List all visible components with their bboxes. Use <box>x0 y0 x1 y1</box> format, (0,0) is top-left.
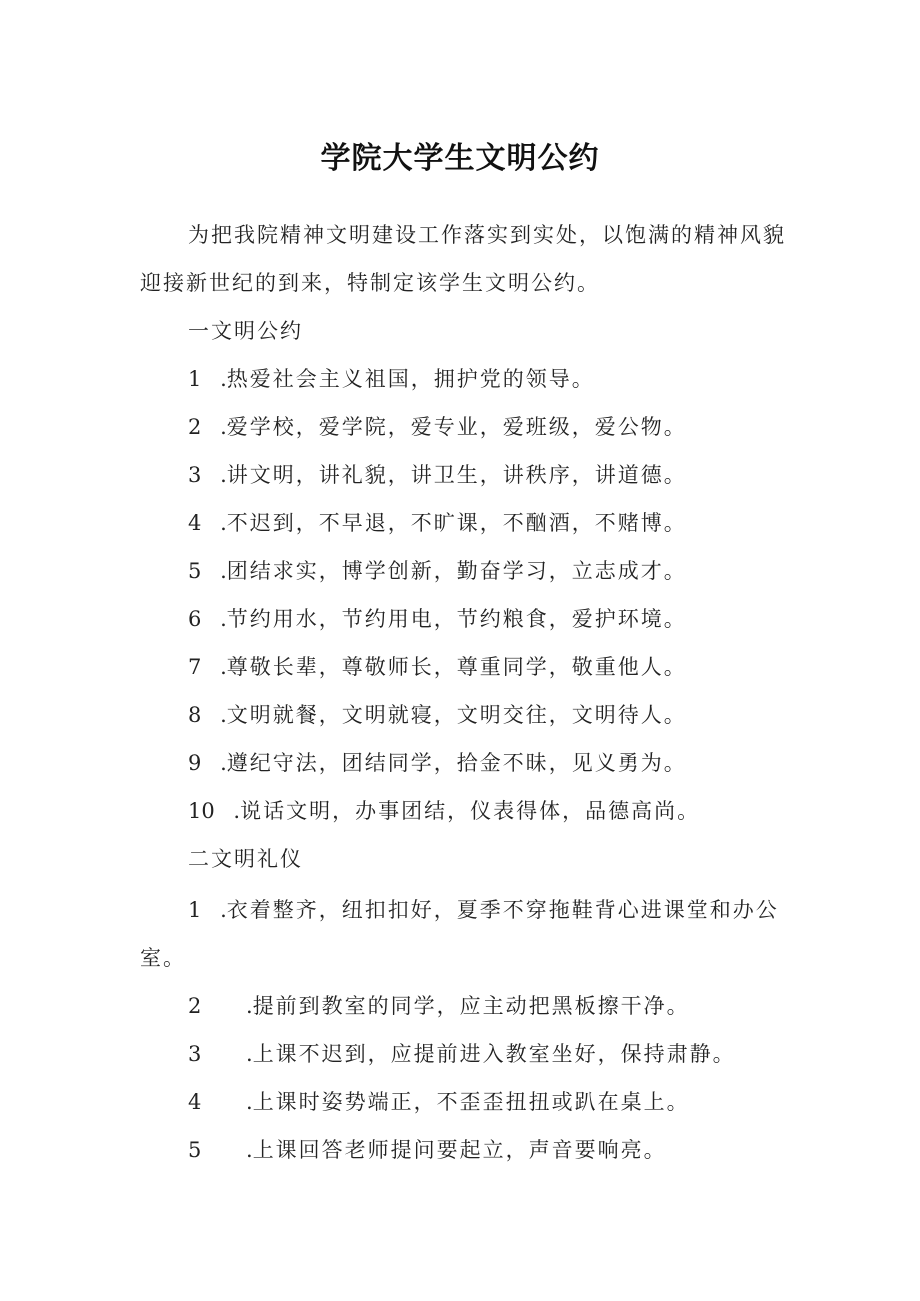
list-item-dot: . <box>233 799 241 823</box>
document-title: 学院大学生文明公约 <box>320 141 600 176</box>
list-item-text: 上课时姿势端正，不歪歪扭扭或趴在桌上。 <box>252 1090 690 1114</box>
list-item-continuation: 室。 <box>140 946 186 970</box>
list-item-dot: . <box>220 559 227 583</box>
list-item-dot: . <box>220 607 227 631</box>
list-item-text: 讲文明，讲礼貌，讲卫生，讲秩序，讲道德。 <box>226 463 687 487</box>
list-item <box>188 1135 667 1165</box>
list-item-dot: . <box>220 898 227 922</box>
list-item <box>188 991 690 1021</box>
list-item-dot: . <box>220 463 227 487</box>
list-item-dot: . <box>246 1042 253 1066</box>
list-item-dot: . <box>220 655 227 679</box>
list-item-number: 2 <box>188 415 202 439</box>
list-item-text: 团结求实，博学创新，勤奋学习，立志成才。 <box>226 559 687 583</box>
list-item <box>188 412 687 442</box>
list-item <box>188 1039 736 1069</box>
list-item <box>188 748 687 778</box>
intro-paragraph-line-2: 迎接新世纪的到来，特制定该学生文明公约。 <box>140 271 600 295</box>
list-item-number: 2 <box>188 994 202 1018</box>
list-item <box>188 508 687 538</box>
list-item <box>188 652 687 682</box>
list-item-number: 8 <box>188 703 202 727</box>
list-item-number: 5 <box>188 1138 202 1162</box>
list-item-text: 上课不迟到，应提前进入教室坐好，保持肃静。 <box>252 1042 736 1066</box>
list-item-text: 爱学校，爱学院，爱专业，爱班级，爱公物。 <box>226 415 687 439</box>
list-item <box>188 556 687 586</box>
list-item <box>188 364 595 394</box>
list-item-number: 1 <box>188 898 202 922</box>
section-heading-civility-etiquette: 二文明礼仪 <box>188 847 303 871</box>
list-item-text: 热爱社会主义祖国，拥护党的领导。 <box>226 367 595 391</box>
list-item-text: 说话文明，办事团结，仪表得体，品德高尚。 <box>240 799 701 823</box>
list-item-text: 节约用水，节约用电，节约粮食，爱护环境。 <box>226 607 687 631</box>
list-item-dot: . <box>246 1138 253 1162</box>
list-item-number: 5 <box>188 559 202 583</box>
list-item-number: 7 <box>188 655 202 679</box>
list-item-number: 4 <box>188 511 202 535</box>
list-item-text: 文明就餐，文明就寝，文明交往，文明待人。 <box>226 703 687 727</box>
list-item-number: 9 <box>188 751 202 775</box>
section-heading-civility-pact: 一文明公约 <box>188 319 303 343</box>
list-item-dot: . <box>246 994 253 1018</box>
list-item-dot: . <box>220 367 227 391</box>
list-item-text: 遵纪守法，团结同学，拾金不昧，见义勇为。 <box>226 751 687 775</box>
list-item <box>188 895 779 925</box>
intro-paragraph-line-1: 为把我院精神文明建设工作落实到实处，以饱满的精神风貌 <box>188 223 786 247</box>
list-item-number: 1 <box>188 367 202 391</box>
list-item <box>188 700 687 730</box>
list-item-text: 尊敬长辈，尊敬师长，尊重同学，敬重他人。 <box>226 655 687 679</box>
list-item-number: 3 <box>188 1042 202 1066</box>
list-item-number: 3 <box>188 463 202 487</box>
list-item-text: 上课回答老师提问要起立，声音要响亮。 <box>252 1138 667 1162</box>
list-item-dot: . <box>220 415 227 439</box>
list-item <box>188 604 687 634</box>
list-item-number: 4 <box>188 1090 202 1114</box>
list-item <box>188 796 700 826</box>
list-item-dot: . <box>220 511 227 535</box>
list-item-dot: . <box>246 1090 253 1114</box>
list-item <box>188 460 687 490</box>
list-item-dot: . <box>220 703 227 727</box>
list-item-text: 衣着整齐，纽扣扣好，夏季不穿拖鞋背心进课堂和办公 <box>226 898 779 922</box>
list-item-dot: . <box>220 751 227 775</box>
list-item-number: 10 <box>188 799 215 823</box>
list-item-text: 提前到教室的同学，应主动把黑板擦干净。 <box>252 994 690 1018</box>
list-item <box>188 1087 690 1117</box>
list-item-text: 不迟到，不早退，不旷课，不酗酒，不赌博。 <box>226 511 687 535</box>
list-item-number: 6 <box>188 607 202 631</box>
